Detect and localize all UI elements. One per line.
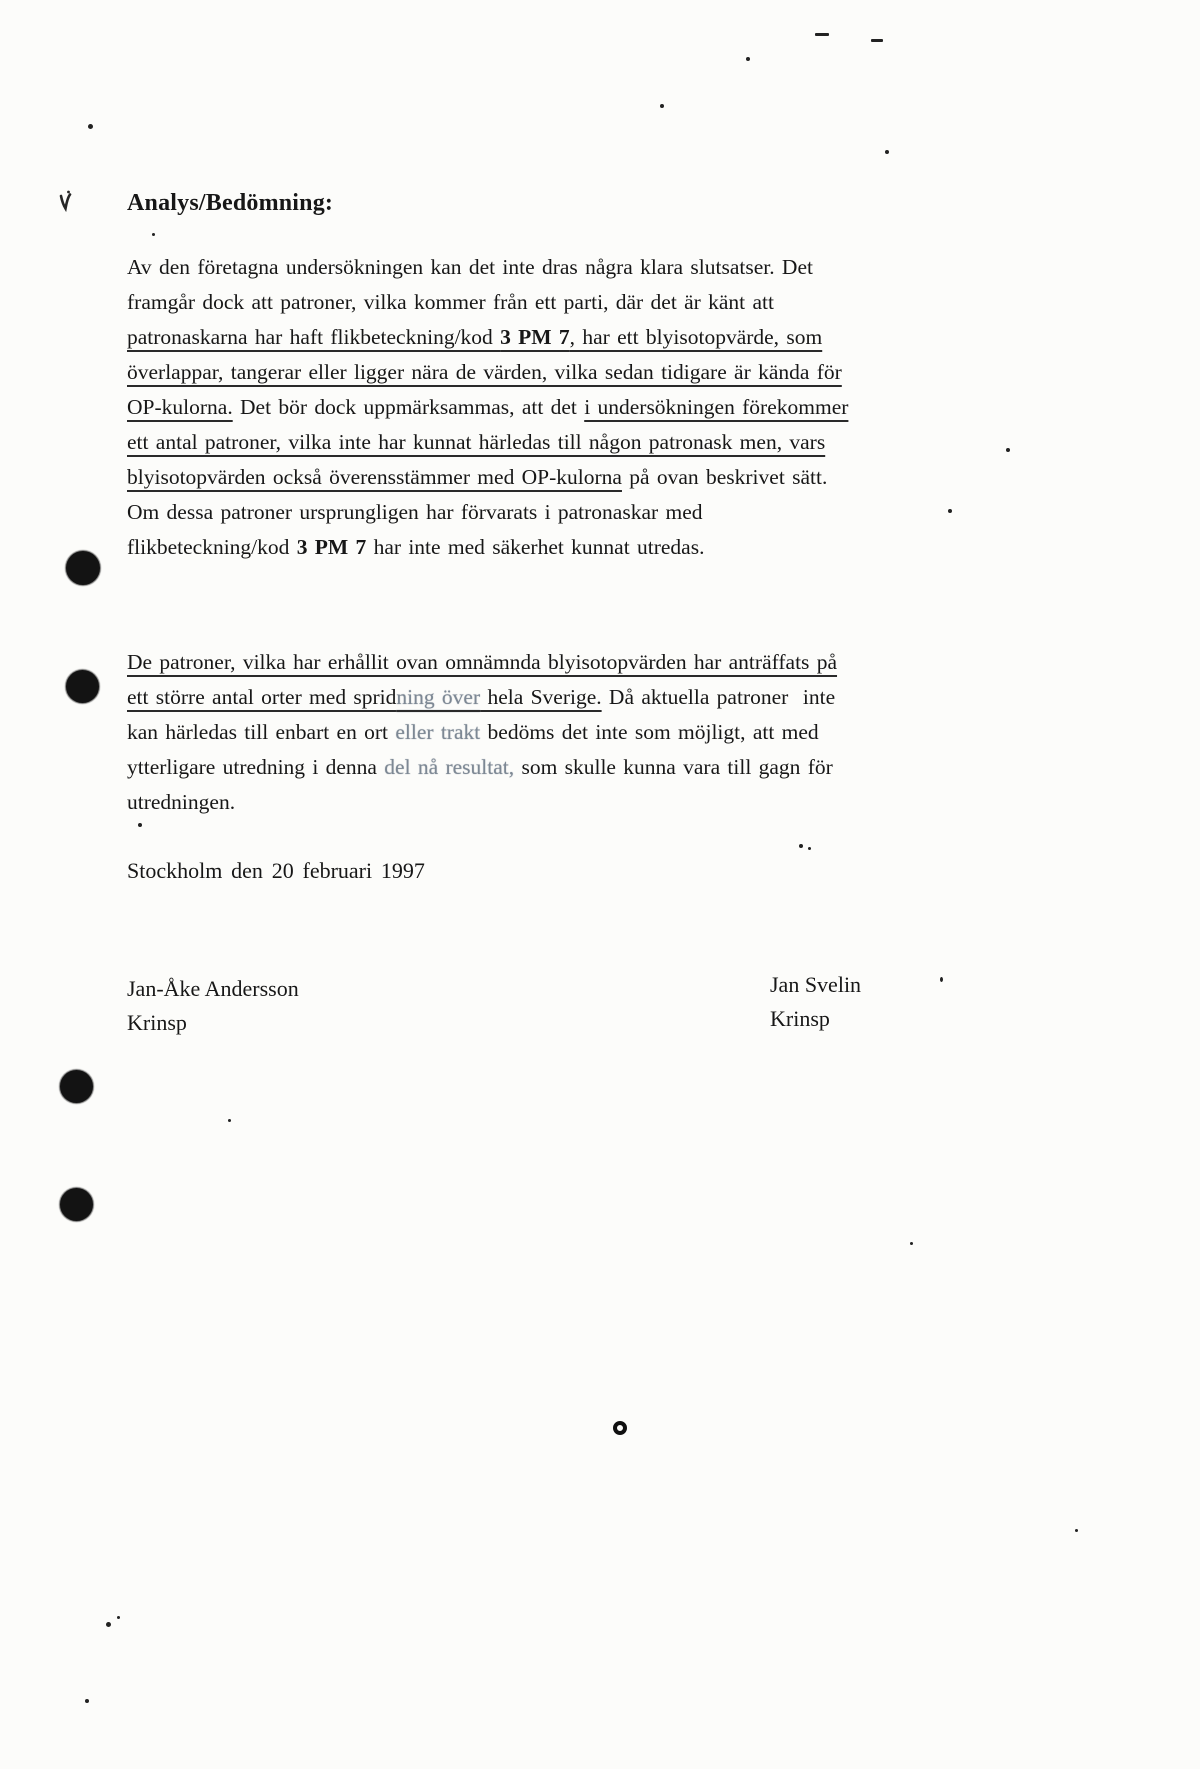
text-line: blyisotopvärden också överensstämmer med OP-kulorna på ovan beskrivet sätt. [127, 465, 828, 489]
signature-block-right [770, 968, 861, 1036]
text-line: flikbeteckning/kod 3 PM 7 har inte med säkerhet kunnat utredas. [127, 535, 705, 559]
handwritten-checkmark [57, 188, 75, 221]
text-line: utredningen. [127, 790, 236, 814]
text-line: kan härledas till enbart en ort eller trakt bedöms det inte som möjligt, att med [127, 720, 819, 744]
signature-block-left [127, 972, 299, 1040]
text-line: De patroner, vilka har erhållit ovan omnämnda blyisotopvärden har anträffats på [127, 650, 838, 674]
text-line: OP-kulorna. Det bör dock uppmärksammas, att det i undersökningen förekommer [127, 395, 849, 419]
punch-hole-dot [66, 670, 99, 703]
paragraph-conclusion [127, 645, 967, 820]
scan-speck [948, 509, 952, 513]
checkmark-icon [57, 188, 75, 216]
paragraph-analysis [127, 250, 967, 565]
scan-speck [138, 823, 142, 827]
text-line: ett större antal orter med spridning över hela Sverige. Då aktuella patroner inte [127, 685, 836, 709]
text-line: framgår dock att patroner, vilka kommer från ett parti, där det är känt att [127, 290, 774, 314]
text-line: Av den företagna undersökningen kan det inte dras några klara slutsatser. Det [127, 255, 813, 279]
small-ring-mark [613, 1421, 627, 1435]
punch-hole-dot [60, 1070, 93, 1103]
scan-speck [152, 233, 155, 236]
signature-title: Krinsp [127, 1010, 187, 1035]
section-heading: Analys/Bedömning: [127, 190, 334, 216]
text-line: ytterligare utredning i denna del nå resultat, som skulle kunna vara till gagn för [127, 755, 833, 779]
scan-speck [1075, 1529, 1078, 1532]
scan-speck [799, 844, 803, 848]
scan-speck [910, 1242, 913, 1245]
scan-speck [106, 1622, 111, 1627]
signature-name: Jan Svelin [770, 972, 862, 997]
scan-speck [808, 847, 811, 850]
punch-hole-dot [60, 1188, 93, 1221]
scan-speck [660, 104, 664, 108]
scan-speck [871, 39, 883, 42]
text-line: ett antal patroner, vilka inte har kunnat härledas till någon patronask men, vars [127, 430, 826, 454]
scan-speck [88, 124, 93, 129]
signature-title: Krinsp [770, 1006, 830, 1031]
text-line: Om dessa patroner ursprungligen har förvarats i patronaskar med [127, 500, 703, 524]
scan-speck [815, 33, 829, 36]
text-line: överlappar, tangerar eller ligger nära de värden, vilka sedan tidigare är kända för [127, 360, 842, 384]
text-line: patronaskarna har haft flikbeteckning/kod 3 PM 7, har ett blyisotopvärde, som [127, 325, 823, 349]
scan-speck [117, 1616, 120, 1619]
punch-hole-dot [66, 551, 100, 585]
scan-speck [940, 977, 943, 982]
scan-speck [228, 1119, 231, 1122]
signature-name: Jan-Åke Andersson [127, 976, 299, 1001]
scan-speck [885, 150, 889, 154]
scan-speck [85, 1699, 89, 1703]
dateline: Stockholm den 20 februari 1997 [127, 858, 425, 883]
scan-speck [1006, 448, 1010, 452]
scan-speck [746, 57, 750, 61]
